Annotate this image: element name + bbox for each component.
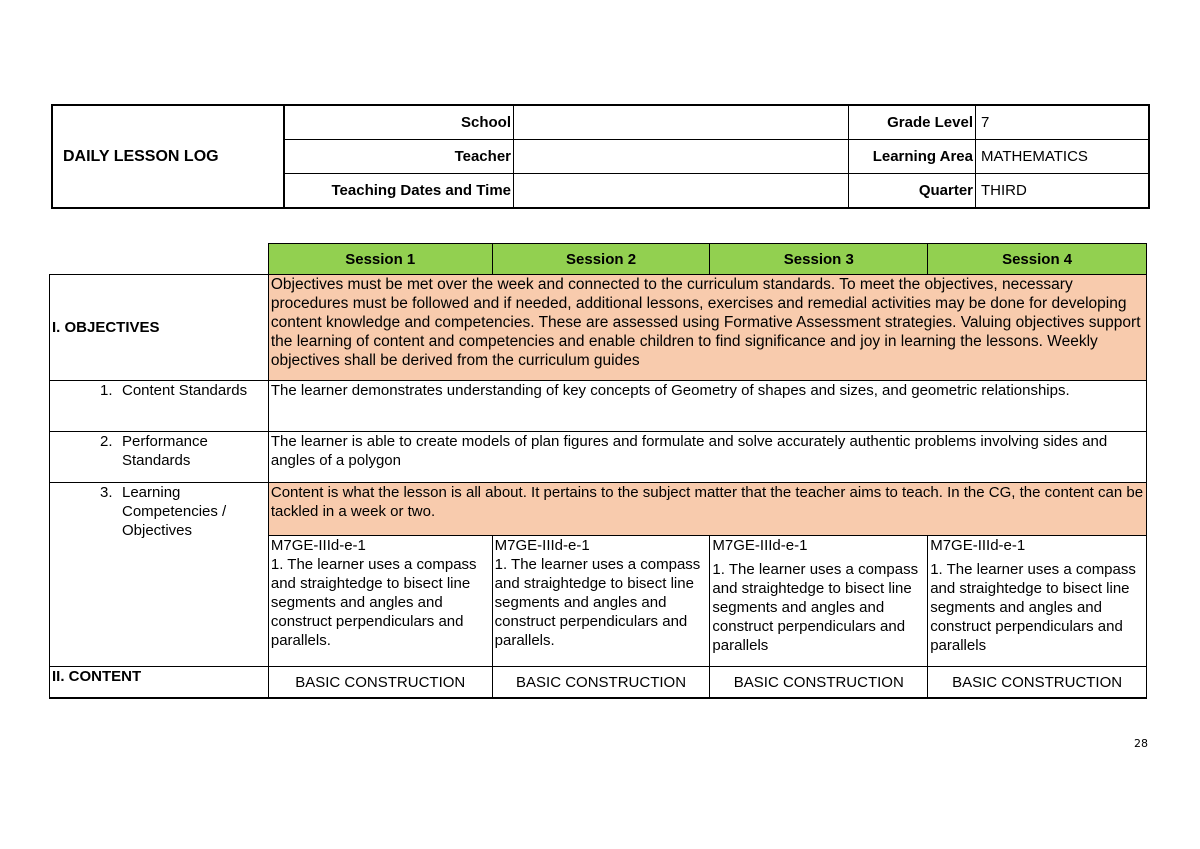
competency-code: M7GE-IIId-e-1 — [270, 537, 366, 554]
competency-cell-2 — [492, 536, 710, 667]
learning-competencies-intro: Content is what the lesson is all about. It pertains to the subject matter that the teacher aims to teach. In the CG, the content can be tackled in a week or two. — [268, 483, 1146, 536]
learning-competencies-label — [50, 483, 269, 667]
learning-area-label: Learning Area — [849, 140, 976, 174]
grade-level-value: 7 — [976, 105, 1150, 140]
page-number: 28 — [1134, 737, 1148, 750]
session-header-3: Session 3 — [710, 244, 928, 275]
log-title: DAILY LESSON LOG — [52, 105, 284, 208]
performance-standards-label — [50, 432, 269, 483]
dates-label: Teaching Dates and Time — [284, 174, 514, 209]
content-standards-text: The learner demonstrates understanding of key concepts of Geometry of shapes and sizes, and geometric relationships. — [268, 381, 1146, 432]
corner-cell — [50, 244, 269, 275]
content-value-2: BASIC CONSTRUCTION — [492, 667, 710, 699]
learning-competencies-num: 3. — [100, 484, 113, 501]
competency-code: M7GE-IIId-e-1 — [494, 537, 590, 554]
session-header-1: Session 1 — [268, 244, 492, 275]
grade-level-label: Grade Level — [849, 105, 976, 140]
quarter-label: Quarter — [849, 174, 976, 209]
competency-cell-3 — [710, 536, 928, 667]
performance-standards-num: 2. — [100, 433, 113, 450]
session-header-4: Session 4 — [928, 244, 1147, 275]
competency-code: M7GE-IIId-e-1 — [930, 537, 1026, 554]
content-value-1: BASIC CONSTRUCTION — [268, 667, 492, 699]
session-header-2: Session 2 — [492, 244, 710, 275]
learning-area-value: MATHEMATICS — [976, 140, 1150, 174]
header-table — [51, 104, 1150, 209]
content-label: II. CONTENT — [50, 667, 269, 699]
objectives-text: Objectives must be met over the week and connected to the curriculum standards. To meet the objectives, necessary procedures must be followed and if needed, additional lessons, exercises and remedial activities may be done for developing content knowledge and competencies. These are assessed using Formative Assessment strategies. Valuing objectives support the learning of content and competencies and enable children to find significance and joy in learning the lessons. Weekly objectives shall be derived from the curriculum guides — [268, 275, 1146, 381]
content-value-3: BASIC CONSTRUCTION — [710, 667, 928, 699]
objectives-label: I. OBJECTIVES — [50, 275, 269, 381]
learning-competencies-title: Learning Competencies / Objectives — [122, 484, 227, 539]
teacher-field[interactable] — [514, 140, 849, 174]
teacher-label: Teacher — [284, 140, 514, 174]
competency-cell-1 — [268, 536, 492, 667]
school-label: School — [284, 105, 514, 140]
content-standards-num: 1. — [100, 382, 113, 399]
competency-text: 1. The learner uses a compass and straightedge to bisect line segments and angles and construct perpendiculars and parallels — [712, 561, 919, 654]
competency-text: 1. The learner uses a compass and straightedge to bisect line segments and angles and construct perpendiculars and parallels. — [494, 556, 701, 649]
competency-cell-4 — [928, 536, 1147, 667]
competency-text: 1. The learner uses a compass and straightedge to bisect line segments and angles and construct perpendiculars and parallels — [930, 561, 1136, 654]
content-value-4: BASIC CONSTRUCTION — [928, 667, 1147, 699]
competency-text: 1. The learner uses a compass and straightedge to bisect line segments and angles and construct perpendiculars and parallels. — [270, 556, 477, 649]
performance-standards-text: The learner is able to create models of plan figures and formulate and solve accurately authentic problems involving sides and angles of a polygon — [268, 432, 1146, 483]
content-standards-title: Content Standards — [122, 382, 248, 399]
dates-field[interactable] — [514, 174, 849, 209]
school-field[interactable] — [514, 105, 849, 140]
performance-standards-title: Performance Standards — [122, 433, 208, 469]
lesson-table — [49, 243, 1147, 699]
quarter-value: THIRD — [976, 174, 1150, 209]
content-standards-label — [50, 381, 269, 432]
competency-code: M7GE-IIId-e-1 — [712, 537, 808, 554]
